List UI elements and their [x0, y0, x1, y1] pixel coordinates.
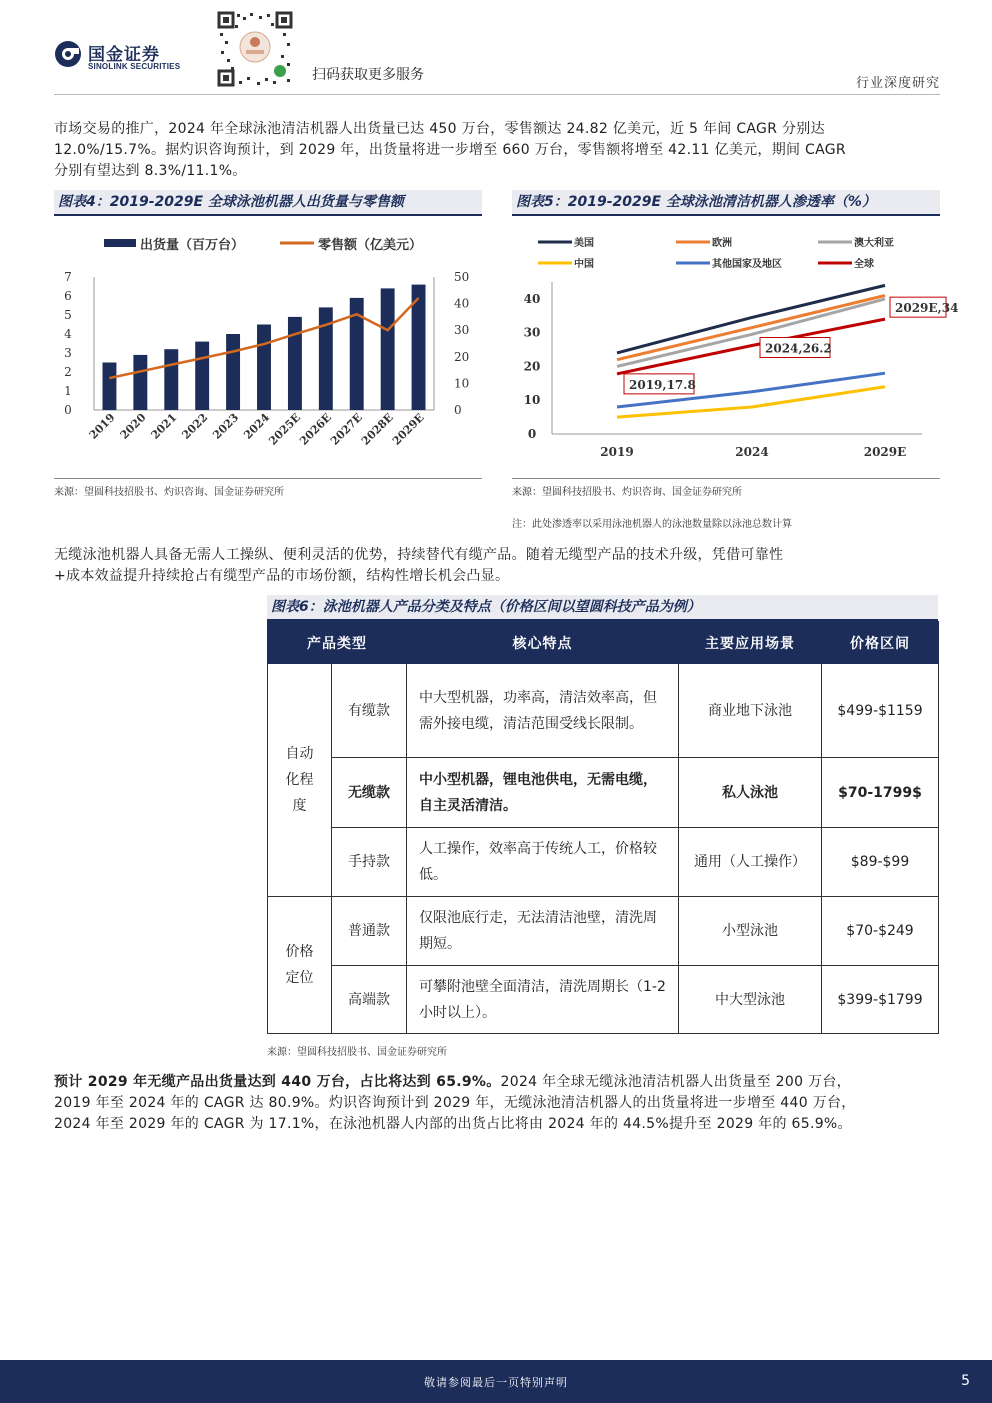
header-divider: [54, 94, 940, 95]
product-feature: 人工操作，效率高于传统人工，价格较低。: [407, 828, 679, 897]
y-tick-label: 7: [64, 270, 72, 284]
product-price: $89-$99: [822, 828, 939, 897]
legend-label: 出货量（百万台）: [140, 238, 245, 253]
group-label-price: [268, 897, 332, 1034]
shipment-bar: [164, 349, 178, 410]
y-tick-label: 30: [523, 325, 541, 340]
report-type: 行业深度研究: [855, 76, 940, 91]
series-line: [617, 285, 885, 353]
product-type: 无缆款: [332, 758, 407, 828]
table-header-cell: 主要应用场景: [679, 622, 822, 664]
logo-icon: [54, 40, 82, 68]
y2-tick-label: 0: [454, 403, 462, 417]
figure-5-note: 注：此处渗透率以采用泳池机器人的泳池数量除以泳池总数计算: [512, 519, 792, 530]
y-tick-label: 3: [64, 346, 72, 360]
y-tick-label: 40: [523, 291, 541, 306]
y-tick-label: 0: [64, 403, 72, 417]
logo-text: 国金证券: [88, 45, 160, 65]
legend-label: 中国: [574, 259, 594, 270]
product-scene: 小型泳池: [679, 897, 822, 966]
shipment-bar: [195, 342, 209, 410]
y2-tick-label: 10: [454, 376, 470, 391]
table-row: [268, 966, 939, 1034]
x-tick-label: 2026E: [297, 410, 334, 448]
figure-5-title: 图表5：2019-2029E 全球泳池清洁机器人渗透率（%）: [516, 194, 876, 210]
product-type: 有缆款: [332, 664, 407, 758]
penetration-rate-chart: [512, 222, 959, 472]
x-tick-label: 2022: [179, 410, 211, 442]
source-divider: [512, 478, 940, 479]
product-type: 普通款: [332, 897, 407, 966]
x-tick-label: 2021: [148, 410, 180, 442]
y2-tick-label: 20: [454, 349, 470, 364]
paragraph-line: 无缆泳池机器人具备无需人工操纵、便利灵活的优势，持续替代有缆产品。随着无缆型产品的技术升级，凭借可靠性: [54, 547, 784, 563]
shipment-bar: [103, 363, 117, 411]
y-tick-label: 5: [64, 308, 72, 322]
legend-label: 全球: [854, 259, 874, 270]
x-tick-label: 2024: [735, 445, 769, 459]
x-tick-label: 2023: [210, 410, 242, 442]
shipment-bar: [381, 288, 395, 410]
product-feature: 中大型机器，功率高，清洁效率高，但需外接电缆，清洁范围受线长限制。: [407, 664, 679, 758]
product-price: $399-$1799: [822, 966, 939, 1034]
figure-4-source: 来源：望圆科技招股书、灼识咨询、国金证券研究所: [54, 487, 284, 498]
table-row: [268, 758, 939, 828]
shipment-bar: [133, 355, 147, 410]
table-header-row: [268, 622, 939, 664]
product-price: $70-1799$: [822, 758, 939, 828]
x-tick-label: 2027E: [328, 410, 365, 448]
paragraph-line: 2024 年至 2029 年的 CAGR 为 17.1%，在泳池机器人内部的出货占比将由 2024 年的 44.5%提升至 2029 年的 65.9%。: [54, 1116, 852, 1132]
y2-tick-label: 30: [454, 323, 470, 338]
group-label-automation: [268, 664, 332, 897]
x-tick-label: 2029E: [863, 445, 907, 459]
group-label: 价格定位: [285, 944, 314, 986]
paragraph-1: [54, 119, 942, 182]
legend-swatch: [104, 239, 136, 247]
table-header-cell: 核心特点: [407, 622, 679, 664]
product-scene: 通用（人工操作）: [679, 828, 822, 897]
group-label: 自动化程度: [285, 746, 314, 814]
product-type: 高端款: [332, 966, 407, 1034]
legend-label: 欧洲: [712, 238, 732, 249]
y-tick-label: 2: [64, 365, 72, 379]
qr-code-icon[interactable]: [217, 11, 293, 87]
paragraph-line: [54, 1072, 942, 1093]
legend-label: 澳大利亚: [854, 238, 894, 249]
data-label: 2024,26.2: [765, 341, 832, 356]
paragraph-line: 2019 年至 2024 年的 CAGR 达 80.9%。灼识咨询预计到 2029 年，无缆泳池清洁机器人的出货量将进一步增至 440 万台，: [54, 1095, 856, 1111]
product-price: $70-$249: [822, 897, 939, 966]
paragraph-line: 市场交易的推广，2024 年全球泳池清洁机器人出货量已达 450 万台，零售额达 24.82 亿美元，近 5 年间 CAGR 分别达: [54, 121, 825, 137]
y2-tick-label: 50: [454, 270, 470, 284]
product-scene: 中大型泳池: [679, 966, 822, 1034]
y-tick-label: 1: [64, 384, 72, 398]
figure-6-title: 图表6：泳池机器人产品分类及特点（价格区间以望圆科技产品为例）: [271, 599, 701, 615]
table-header-cell: 价格区间: [822, 622, 939, 664]
footer-disclaimer[interactable]: 敬请参阅最后一页特别声明: [424, 1376, 568, 1389]
x-tick-label: 2029E: [389, 410, 427, 448]
product-scene: 私人泳池: [679, 758, 822, 828]
logo-text-en: SINOLINK SECURITIES: [88, 62, 181, 71]
product-feature: 仅限池底行走，无法清洁池壁，清洗周期短。: [407, 897, 679, 966]
paragraph-line: 12.0%/15.7%。据灼识咨询预计，到 2029 年，出货量将进一步增至 660 万台，零售额将增至 42.11 亿美元，期间 CAGR: [54, 142, 846, 158]
legend-label: 美国: [574, 238, 594, 249]
paragraph-2: [54, 545, 942, 587]
product-type: 手持款: [332, 828, 407, 897]
x-tick-label: 2020: [117, 410, 149, 442]
data-label: 2019,17.8: [629, 377, 696, 392]
paragraph-3: [54, 1072, 942, 1135]
paragraph-line: +成本效益提升持续抢占有缆型产品的市场份额，结构性增长机会凸显。: [54, 568, 510, 584]
product-feature: 可攀附池壁全面清洁，清洗周期长（1-2 小时以上）。: [407, 966, 679, 1034]
shipment-bar: [226, 334, 240, 410]
y-tick-label: 20: [523, 359, 541, 374]
y2-tick-label: 40: [454, 296, 470, 311]
x-tick-label: 2025E: [266, 410, 304, 448]
x-tick-label: 2019: [600, 445, 634, 459]
shipment-bar: [288, 317, 302, 410]
table-header-cell: 产品类型: [268, 622, 407, 664]
table-row: [268, 897, 939, 966]
figure-6-source: 来源：望圆科技招股书、国金证券研究所: [267, 1047, 447, 1058]
y-tick-label: 10: [523, 393, 541, 408]
page-number: 5: [961, 1373, 970, 1389]
paragraph-line: 分别有望达到 8.3%/11.1%。: [54, 163, 247, 179]
table-row: [268, 664, 939, 758]
shipment-sales-chart: [54, 222, 484, 472]
source-divider: [54, 478, 482, 479]
product-category-table: [267, 621, 939, 1034]
x-tick-label: 2028E: [358, 410, 396, 448]
x-tick-label: 2019: [86, 410, 118, 442]
y-tick-label: 6: [64, 289, 72, 303]
figure-underline: [54, 214, 482, 216]
y-tick-label: 4: [64, 327, 72, 341]
figure-5-source: 来源：望圆科技招股书、灼识咨询、国金证券研究所: [512, 487, 742, 498]
product-price: $499-$1159: [822, 664, 939, 758]
shipment-bar: [257, 325, 271, 411]
table-row: [268, 828, 939, 897]
y-tick-label: 0: [527, 427, 537, 441]
figure-4-title: 图表4：2019-2029E 全球泳池机器人出货量与零售额: [58, 194, 404, 210]
scan-service-text: 扫码获取更多服务: [312, 67, 424, 83]
figure-underline: [512, 214, 940, 216]
product-feature: 中小型机器，锂电池供电，无需电缆，自主灵活清洁。: [407, 758, 679, 828]
legend-label: 其他国家及地区: [712, 259, 782, 270]
product-scene: 商业地下泳池: [679, 664, 822, 758]
data-label: 2029E,34: [895, 301, 959, 316]
series-line: [617, 299, 885, 367]
legend-label: 零售额（亿美元）: [318, 238, 423, 253]
paragraph-text: 2024 年全球无缆泳池清洁机器人出货量至 200 万台，: [500, 1074, 851, 1090]
x-tick-label: 2024: [241, 410, 273, 442]
highlight-text: 预计 2029 年无缆产品出货量达到 440 万台，占比将达到 65.9%。: [54, 1074, 501, 1090]
